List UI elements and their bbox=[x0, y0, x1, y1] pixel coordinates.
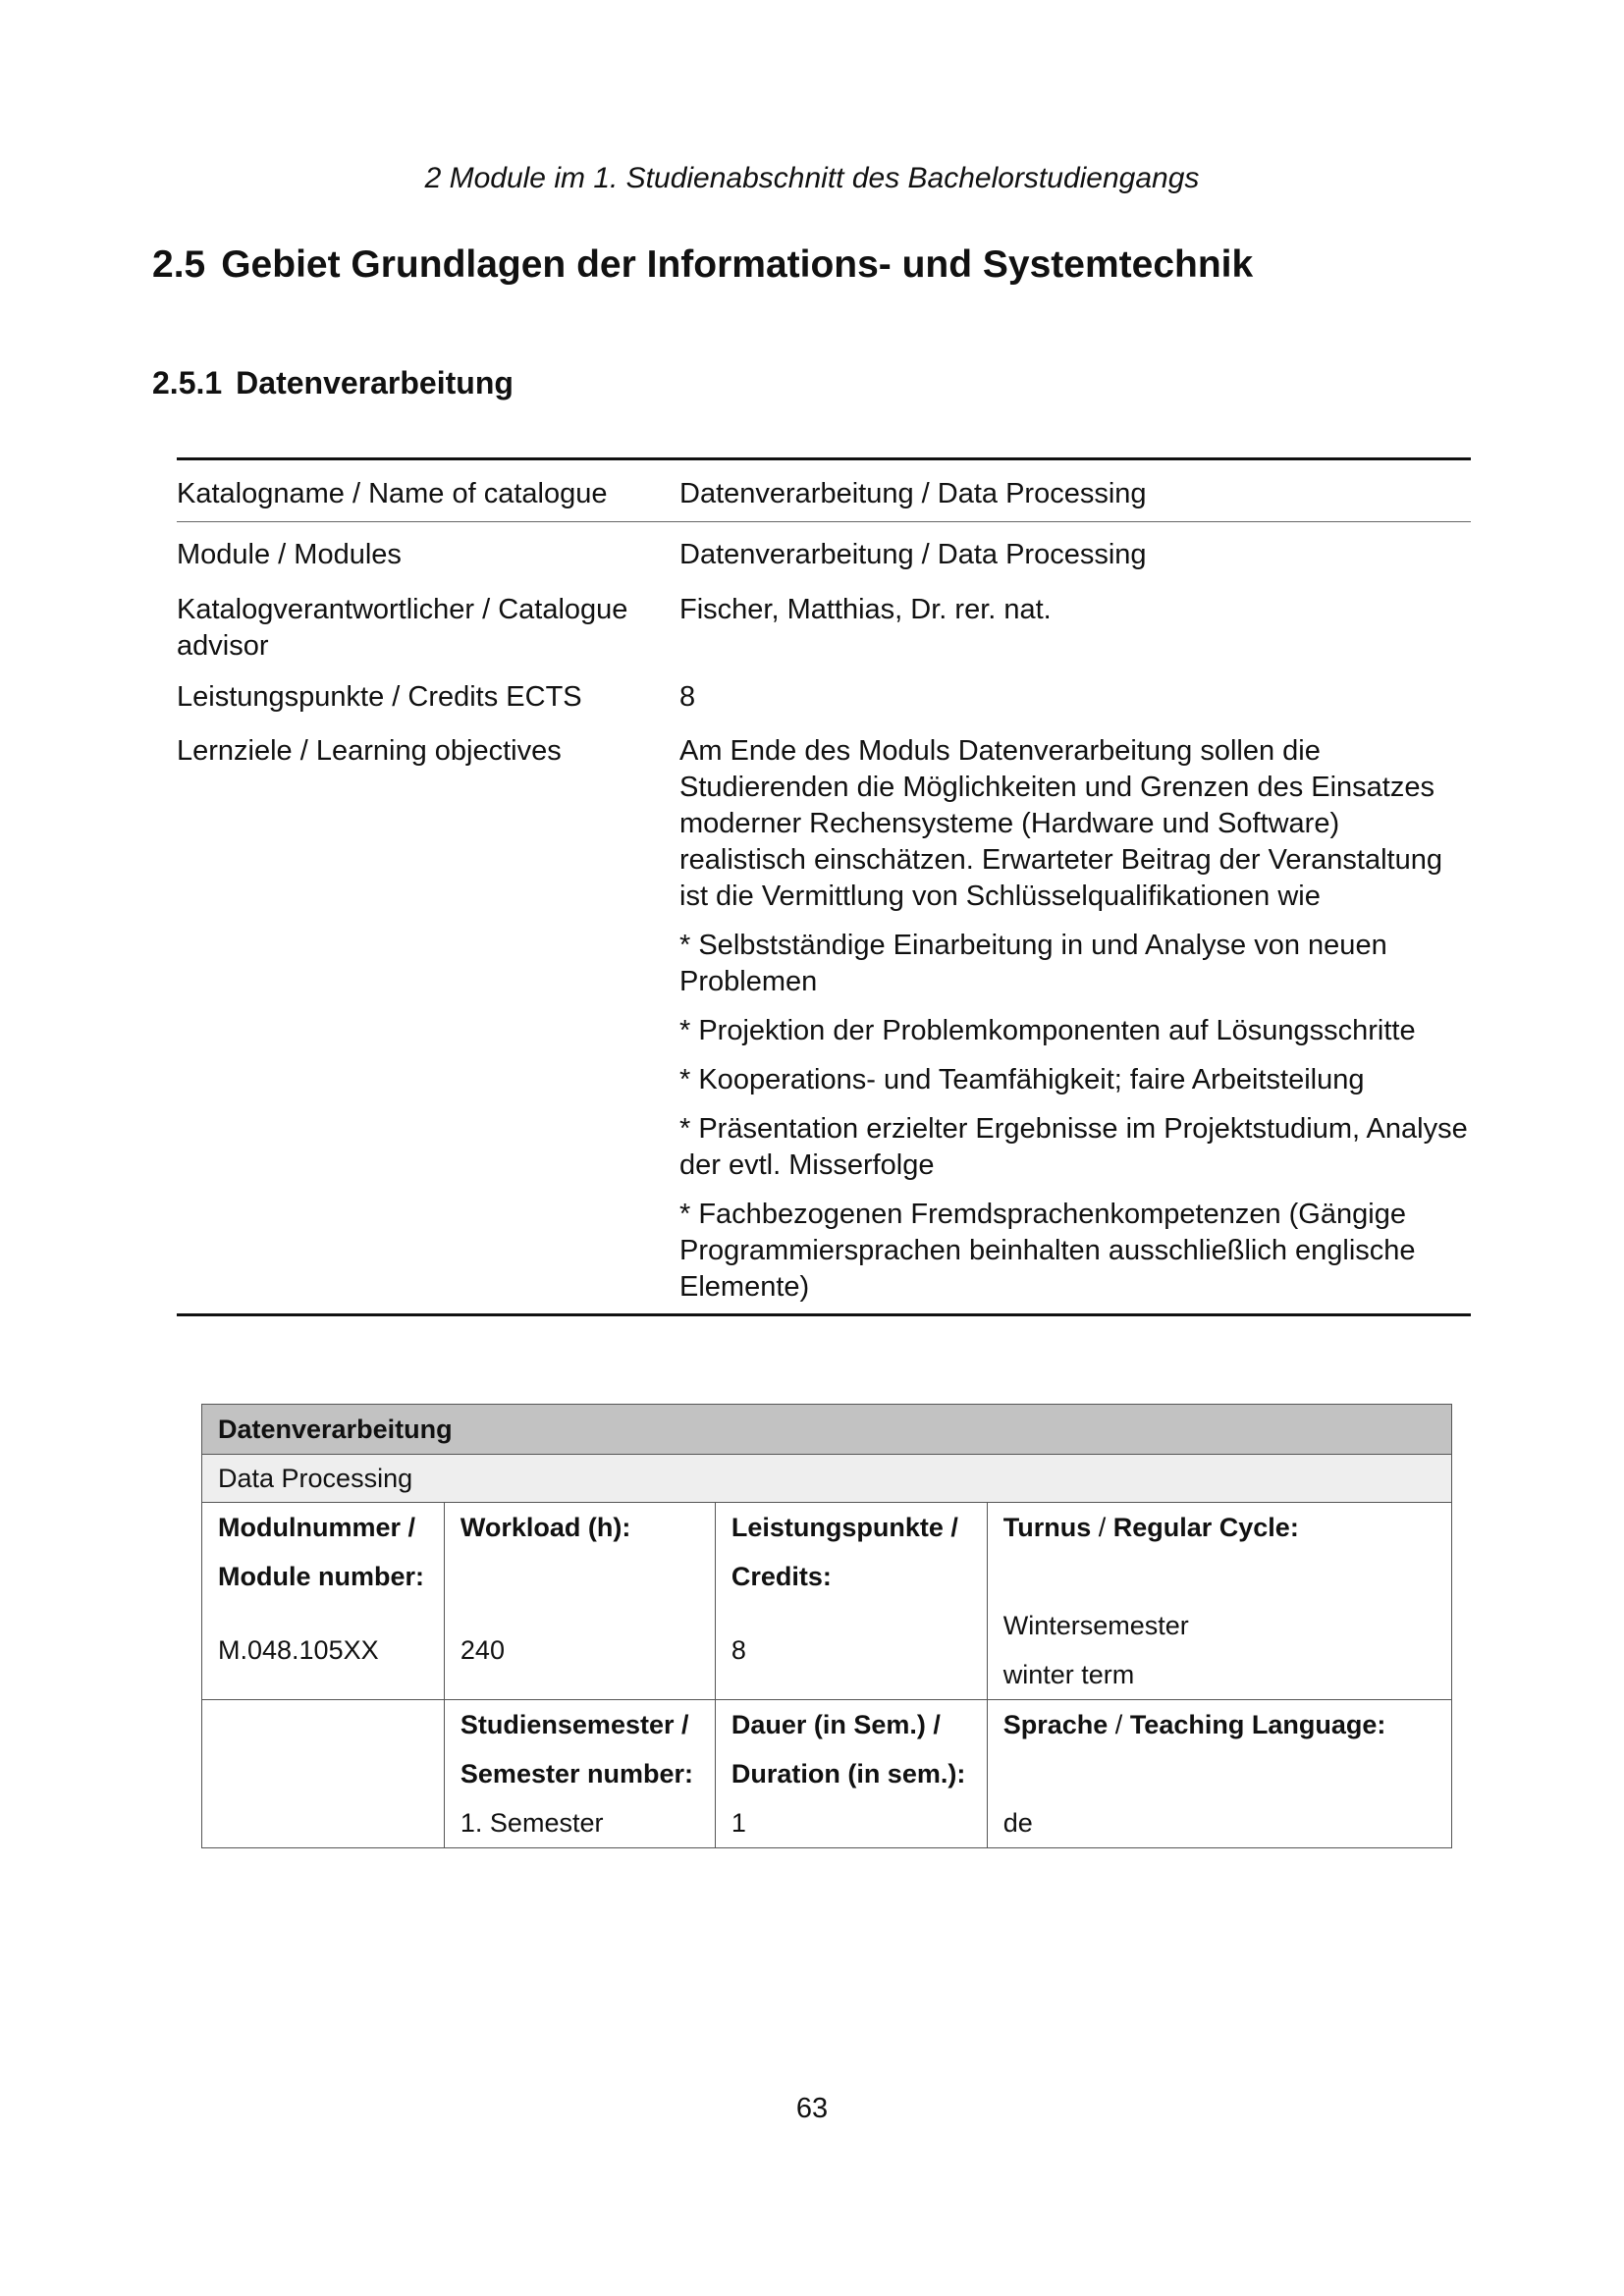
section-title bbox=[152, 243, 1253, 287]
catalogue-value: Fischer, Matthias, Dr. rer. nat. bbox=[679, 594, 1052, 625]
workload-cell bbox=[444, 1503, 715, 1700]
cycle-cell bbox=[987, 1503, 1451, 1700]
catalogue-key: Module / Modules bbox=[177, 539, 402, 570]
catalogue-header-row bbox=[177, 460, 1471, 522]
catalogue-key: Leistungspunkte / Credits ECTS bbox=[177, 681, 582, 713]
credits-label-2: Credits: bbox=[731, 1562, 832, 1591]
cycle-label-en: Regular Cycle: bbox=[1112, 1513, 1299, 1542]
cycle-label-sep: / bbox=[1091, 1513, 1113, 1542]
cycle-value-2: winter term bbox=[1002, 1660, 1135, 1689]
catalogue-header-value: Datenverarbeitung / Data Processing bbox=[679, 478, 1147, 509]
catalogue-row-advisor bbox=[177, 573, 1471, 665]
workload-label: Workload (h): bbox=[460, 1513, 631, 1542]
running-header: 2 Module im 1. Studienabschnitt des Bachelorstudiengangs bbox=[424, 162, 1200, 194]
objective-item: * Präsentation erzielter Ergebnisse im Projektstudium, Analyse der evtl. Misserfolge bbox=[679, 1113, 1468, 1181]
semester-label-1: Studiensemester / bbox=[460, 1710, 689, 1739]
credits-label-1: Leistungspunkte / bbox=[731, 1513, 958, 1542]
catalogue-value: Datenverarbeitung / Data Processing bbox=[679, 539, 1147, 570]
catalogue-key: Katalogverantwortlicher / Catalogue advisor bbox=[177, 594, 628, 662]
catalogue-value: 8 bbox=[679, 681, 696, 713]
subsection-number: 2.5.1 bbox=[152, 365, 223, 400]
semester-cell bbox=[444, 1700, 715, 1848]
duration-label-2: Duration (in sem.): bbox=[731, 1759, 966, 1789]
semester-value: 1. Semester bbox=[460, 1808, 604, 1838]
duration-label-1: Dauer (in Sem.) / bbox=[731, 1710, 941, 1739]
objective-item: * Kooperations- und Teamfähigkeit; faire Arbeitsteilung bbox=[679, 1064, 1365, 1095]
language-cell bbox=[987, 1700, 1451, 1848]
module-info-table bbox=[201, 1404, 1452, 1848]
catalogue-header-key: Katalogname / Name of catalogue bbox=[177, 478, 608, 509]
workload-value: 240 bbox=[460, 1635, 505, 1665]
module-number-cell bbox=[202, 1503, 445, 1700]
language-value: de bbox=[1002, 1808, 1033, 1838]
section-number: 2.5 bbox=[152, 243, 206, 286]
objective-item: * Selbstständige Einarbeitung in und Analyse von neuen Problemen bbox=[679, 930, 1387, 997]
language-label-en: Teaching Language: bbox=[1129, 1710, 1386, 1739]
language-label bbox=[1003, 1700, 1435, 1749]
objective-paragraph: Am Ende des Moduls Datenverarbeitung sollen die Studierenden die Möglichkeiten und Grenzen des Einsatzes moderner Rechensysteme (Hardware und Software) realistisch einschätzen. Erwarteter Beitrag der Veranstaltung ist die Vermittlung von Schlüsselqualifikationen wie bbox=[679, 735, 1442, 912]
module-number-label-1: Modulnummer / bbox=[218, 1513, 415, 1542]
module-facts-row-2 bbox=[202, 1700, 1452, 1848]
semester-label-2: Semester number: bbox=[460, 1759, 693, 1789]
page-number: 63 bbox=[795, 2093, 829, 2124]
section-title-text: Gebiet Grundlagen der Informations- und Systemtechnik bbox=[221, 243, 1254, 286]
objectives-list bbox=[679, 733, 1471, 1306]
catalogue-key: Lernziele / Learning objectives bbox=[177, 735, 562, 767]
objective-item: * Projektion der Problemkomponenten auf Lösungsschritte bbox=[679, 1015, 1416, 1046]
subsection-title-text: Datenverarbeitung bbox=[236, 365, 514, 400]
duration-cell bbox=[715, 1700, 987, 1848]
empty-cell bbox=[202, 1700, 445, 1848]
credits-cell bbox=[715, 1503, 987, 1700]
objective-item: * Fachbezogenen Fremdsprachenkompetenzen (Gängige Programmiersprachen beinhalten ausschließlich englische Elemente) bbox=[679, 1199, 1416, 1303]
catalogue-row-modules bbox=[177, 522, 1471, 573]
cycle-value-1: Wintersemester bbox=[1002, 1611, 1189, 1640]
subsection-title bbox=[152, 365, 514, 401]
catalogue-row-objectives bbox=[177, 716, 1471, 1313]
module-subtitle-row bbox=[202, 1455, 1452, 1503]
module-subtitle: Data Processing bbox=[202, 1455, 1452, 1503]
duration-value: 1 bbox=[731, 1808, 746, 1838]
module-title: Datenverarbeitung bbox=[202, 1405, 1452, 1455]
cycle-label bbox=[1003, 1503, 1435, 1552]
catalogue-table bbox=[177, 457, 1471, 1316]
cycle-label-de: Turnus bbox=[1002, 1513, 1092, 1542]
module-facts-row-1 bbox=[202, 1503, 1452, 1700]
language-label-de: Sprache bbox=[1002, 1710, 1109, 1739]
catalogue-row-credits bbox=[177, 665, 1471, 716]
module-number-value: M.048.105XX bbox=[218, 1635, 379, 1665]
language-label-sep: / bbox=[1108, 1710, 1130, 1739]
module-number-label-2: Module number: bbox=[218, 1562, 424, 1591]
credits-value: 8 bbox=[731, 1635, 746, 1665]
module-title-row bbox=[202, 1405, 1452, 1455]
